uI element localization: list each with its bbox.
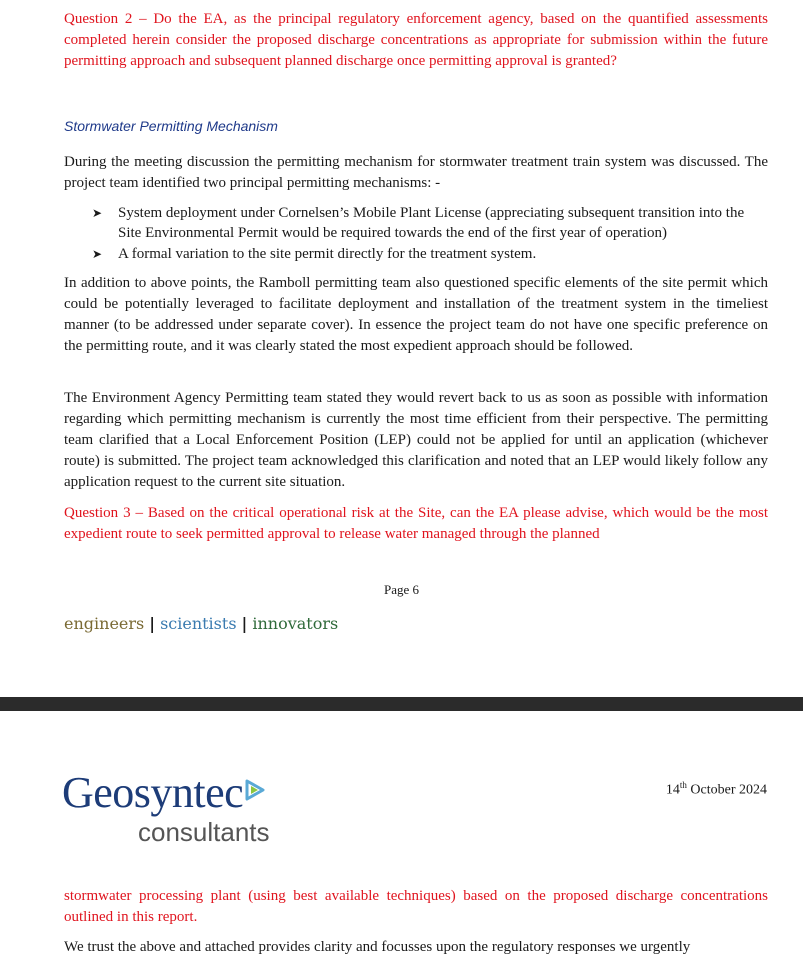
date-month-year: October 2024 (686, 782, 767, 798)
page-gap (0, 697, 803, 711)
list-item (92, 244, 768, 264)
logo-subtitle: consultants (138, 817, 270, 847)
logo-name: Geosyntec (62, 768, 244, 817)
intro-paragraph: During the meeting discussion the permitting mechanism for stormwater treatment train system was discussed. The project team identified two principal permitting mechanisms: - (64, 154, 768, 191)
question-2: Question 2 – Do the EA, as the principal regulatory enforcement agency, based on the quantified assessments completed herein consider the proposed discharge concentrations as appropriate for submission within the future permitting approach and subsequent planned discharge once permitting approval is granted? (64, 11, 768, 69)
date-day: 14 (665, 782, 680, 798)
section-heading: Stormwater Permitting Mechanism (64, 118, 278, 134)
ea-permitting-paragraph: The Environment Agency Permitting team stated they would revert back to us as soon as possible with information regarding which permitting mechanism is currently the most time efficient from their perspective. The permitting team clarified that a Local Enforcement Position (LEP) could not be applied for until an application (whichever route) is submitted. The project team acknowledged this clarification and noted that an LEP would likely follow any application request to the current site situation. (64, 390, 768, 490)
ramboll-paragraph: In addition to above points, the Ramboll permitting team also questioned specific elements of the site permit which could be potentially leveraged to facilitate deployment and installation of the treatment system in the timeliest manner (to be addressed under separate cover). In essence the project team do not have one specific preference on the permitting route, and it was clearly stated the most expedient approach should be followed. (64, 275, 768, 354)
geosyntec-logo (62, 768, 270, 848)
tagline-innovators: innovators (252, 614, 339, 633)
tagline-separator: | (241, 614, 248, 633)
permitting-mechanisms-list (92, 203, 768, 265)
footer-tagline (64, 614, 338, 633)
date-suffix: th (679, 780, 687, 790)
triangle-play-icon (245, 779, 265, 806)
closing-paragraph: We trust the above and attached provides clarity and focusses upon the regulatory responses we urgently (64, 939, 691, 955)
list-item (92, 203, 768, 243)
list-item-text: System deployment under Cornelsen’s Mobile Plant License (appreciating subsequent transition into the Site Environmental Permit would be required towards the end of the first year of operation) (118, 205, 745, 241)
page-number: Page 6 (383, 582, 420, 597)
list-item-text: A formal variation to the site permit directly for the treatment system. (118, 246, 537, 262)
document-page-7 (0, 711, 803, 960)
tagline-separator: | (149, 614, 156, 633)
tagline-scientists: scientists (160, 614, 237, 633)
arrow-bullet-icon: ➤ (92, 206, 103, 220)
question-3: Question 3 – Based on the critical operational risk at the Site, can the EA please advise, which would be the most expedient route to seek permitted approval to release water managed through the planned (64, 505, 768, 542)
letter-date (666, 780, 767, 799)
arrow-bullet-icon: ➤ (92, 247, 103, 261)
tagline-engineers: engineers (64, 614, 145, 633)
question-3-continued: stormwater processing plant (using best available techniques) based on the proposed discharge concentrations outlined in this report. (64, 888, 768, 925)
